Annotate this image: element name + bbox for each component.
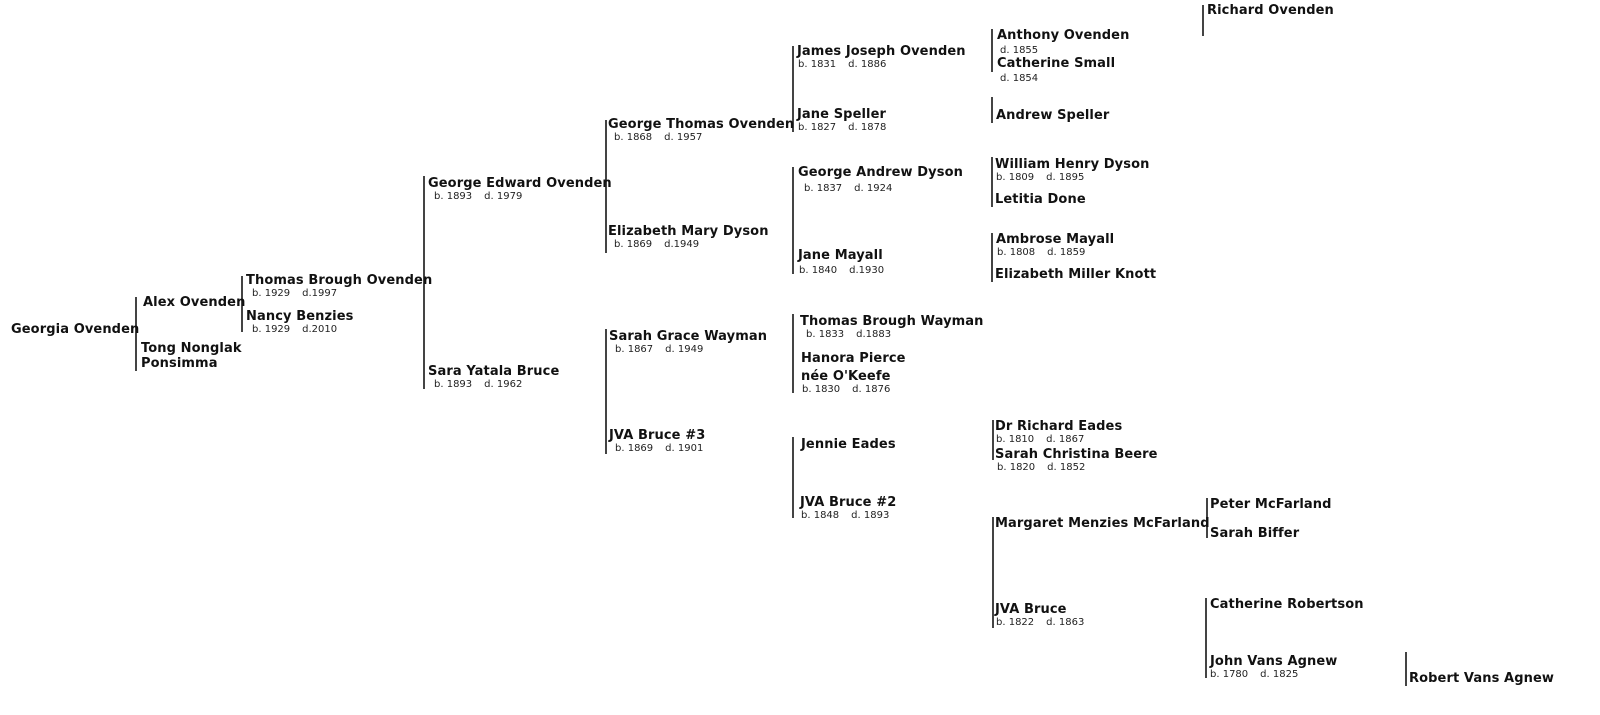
person-hanora-pierce[interactable] <box>801 351 906 396</box>
person-robert-vans-agnew[interactable] <box>1409 671 1554 686</box>
person-dates: b. 1833 d.1883 <box>806 329 892 340</box>
person-dates: b. 1869 d. 1901 <box>615 443 704 454</box>
person-name: Jennie Eades <box>801 437 896 452</box>
person-dates: b. 1831 d. 1886 <box>798 59 887 70</box>
connector-line <box>992 420 994 460</box>
person-jva-bruce-2[interactable] <box>800 495 896 522</box>
person-name: George Edward Ovenden <box>428 176 612 191</box>
person-name: Robert Vans Agnew <box>1409 671 1555 686</box>
person-ambrose-mayall[interactable] <box>996 232 1114 259</box>
person-name: Anthony Ovenden <box>997 28 1130 43</box>
person-george-edward-ovenden[interactable] <box>428 176 612 203</box>
person-jane-mayall[interactable] <box>798 248 884 277</box>
connector-line <box>1205 598 1207 678</box>
person-dates: b. 1868 d. 1957 <box>614 132 703 143</box>
connector-line <box>792 437 794 518</box>
person-elizabeth-mary-dyson[interactable] <box>608 224 769 251</box>
person-dates: b. 1929 d.2010 <box>252 324 338 335</box>
person-name: Sara Yatala Bruce <box>428 364 560 379</box>
person-dates: b. 1820 d. 1852 <box>997 462 1086 473</box>
person-name: James Joseph Ovenden <box>797 44 966 59</box>
person-catherine-small[interactable] <box>997 56 1115 85</box>
person-dr-richard-eades[interactable] <box>995 419 1122 446</box>
person-dates: b. 1830 d. 1876 <box>802 384 891 395</box>
person-name: George Andrew Dyson <box>798 165 963 180</box>
connector-line <box>991 97 993 123</box>
person-name: Richard Ovenden <box>1207 3 1334 18</box>
person-name: William Henry Dyson <box>995 157 1150 172</box>
person-jva-bruce-3[interactable] <box>609 428 705 455</box>
connector-line <box>605 329 607 454</box>
person-sarah-grace-wayman[interactable] <box>609 329 767 356</box>
person-thomas-brough-ovenden[interactable] <box>246 273 432 300</box>
person-name: Peter McFarland <box>1210 497 1332 512</box>
person-name: Thomas Brough Ovenden <box>246 273 433 288</box>
connector-line <box>792 314 794 393</box>
person-margaret-menzies-mcfarland[interactable] <box>995 516 1210 531</box>
person-dates: b. 1893 d. 1979 <box>434 191 523 202</box>
person-catherine-robertson[interactable] <box>1210 597 1364 612</box>
person-name: Jane Mayall <box>798 248 883 263</box>
person-thomas-brough-wayman[interactable] <box>800 314 984 341</box>
person-william-henry-dyson[interactable] <box>995 157 1149 184</box>
person-dates: b. 1780 d. 1825 <box>1210 669 1299 680</box>
person-dates: d. 1854 <box>1000 73 1039 84</box>
person-sarah-christina-beere[interactable] <box>995 447 1158 474</box>
person-anthony-ovenden[interactable] <box>997 28 1129 57</box>
person-name: Sarah Grace Wayman <box>609 329 768 344</box>
person-name: Andrew Speller <box>996 108 1110 123</box>
person-dates: b. 1869 d.1949 <box>614 239 700 250</box>
person-dates: b. 1808 d. 1859 <box>997 247 1086 258</box>
person-dates: b. 1929 d.1997 <box>252 288 338 299</box>
person-name: George Thomas Ovenden <box>608 117 795 132</box>
person-dates: b. 1837 d. 1924 <box>804 183 893 194</box>
person-nancy-benzies[interactable] <box>246 309 353 336</box>
person-name: Elizabeth Miller Knott <box>995 267 1157 282</box>
person-jva-bruce[interactable] <box>995 602 1084 629</box>
person-name: JVA Bruce #2 <box>800 495 897 510</box>
person-name: Sarah Christina Beere <box>995 447 1158 462</box>
person-dates: d. 1855 <box>1000 45 1039 56</box>
person-name: Margaret Menzies McFarland <box>995 516 1210 531</box>
connector-line <box>792 167 794 274</box>
connector-line <box>1405 652 1407 686</box>
connector-line <box>992 517 994 628</box>
person-name-line2: Ponsimma <box>141 356 218 371</box>
person-george-thomas-ovenden[interactable] <box>608 117 794 144</box>
person-name: Hanora Pierce <box>801 351 906 366</box>
person-jane-speller[interactable] <box>797 107 886 134</box>
person-tong-nonglak-ponsimma[interactable] <box>141 341 242 371</box>
person-dates: b. 1822 d. 1863 <box>996 617 1085 628</box>
person-dates: b. 1867 d. 1949 <box>615 344 704 355</box>
person-dates: b. 1809 d. 1895 <box>996 172 1085 183</box>
person-name: JVA Bruce #3 <box>609 428 706 443</box>
person-name: Alex Ovenden <box>143 295 246 310</box>
person-dates: b. 1848 d. 1893 <box>801 510 890 521</box>
person-name: Thomas Brough Wayman <box>800 314 984 329</box>
person-dates: b. 1810 d. 1867 <box>996 434 1085 445</box>
person-name: Ambrose Mayall <box>996 232 1115 247</box>
person-dates: b. 1840 d.1930 <box>799 265 885 276</box>
person-dates: b. 1893 d. 1962 <box>434 379 523 390</box>
person-name: Sarah Biffer <box>1210 526 1300 541</box>
person-letitia-done[interactable] <box>995 192 1086 207</box>
person-james-joseph-ovenden[interactable] <box>797 44 966 71</box>
person-john-vans-agnew[interactable] <box>1210 654 1337 681</box>
person-george-andrew-dyson[interactable] <box>798 165 963 195</box>
person-jennie-eades[interactable] <box>801 437 896 452</box>
connector-line <box>991 29 993 72</box>
person-richard-ovenden[interactable] <box>1207 3 1334 18</box>
person-name: Georgia Ovenden <box>11 322 140 337</box>
person-name: Catherine Robertson <box>1210 597 1364 612</box>
person-elizabeth-miller-knott[interactable] <box>995 267 1156 282</box>
person-georgia-ovenden[interactable] <box>11 322 139 337</box>
person-name-line2: née O'Keefe <box>801 369 891 384</box>
person-dates: b. 1827 d. 1878 <box>798 122 887 133</box>
person-name: Elizabeth Mary Dyson <box>608 224 769 239</box>
person-name: John Vans Agnew <box>1210 654 1338 669</box>
person-name: Jane Speller <box>797 107 887 122</box>
person-name: Tong Nonglak <box>141 341 242 356</box>
person-sarah-biffer[interactable] <box>1210 526 1299 541</box>
person-peter-mcfarland[interactable] <box>1210 497 1332 512</box>
person-name: Dr Richard Eades <box>995 419 1123 434</box>
connector-line <box>991 157 993 207</box>
person-name: Letitia Done <box>995 192 1086 207</box>
person-andrew-speller[interactable] <box>996 108 1109 123</box>
person-name: Nancy Benzies <box>246 309 354 324</box>
person-sara-yatala-bruce[interactable] <box>428 364 559 391</box>
connector-line <box>1202 5 1204 36</box>
person-alex-ovenden[interactable] <box>143 295 245 310</box>
person-name: JVA Bruce <box>995 602 1067 617</box>
person-name: Catherine Small <box>997 56 1116 71</box>
connector-line <box>991 233 993 282</box>
